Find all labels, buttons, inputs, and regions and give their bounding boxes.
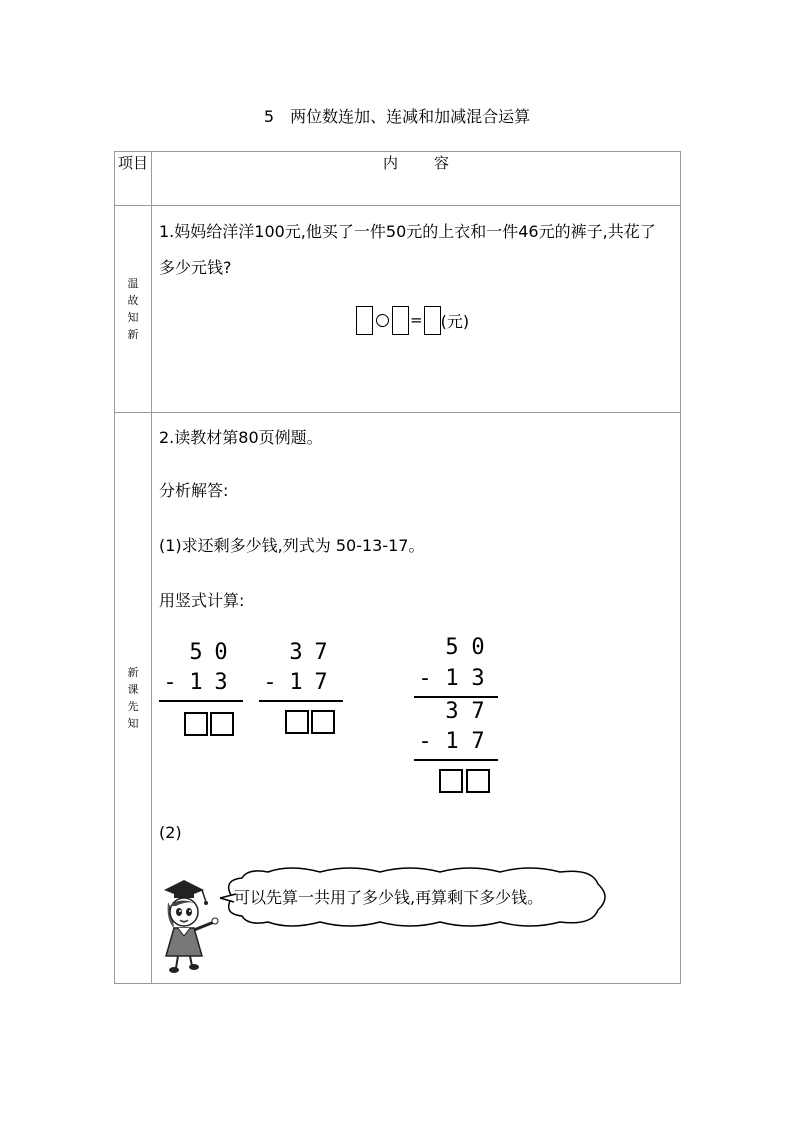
new-lesson-content: 2.读教材第80页例题。 分析解答: (1)求还剩多少钱,列式为 50-13-17。 用竖式计算: 5 0 - 1 3 3 7 - 1 7 5 0 - 1 3 3 7 - 1 7 (2) 可以先算一共用了多少钱,再算剩下多少钱。 — [152, 413, 681, 984]
unit-label: (元) — [440, 311, 470, 331]
answer-box[interactable] — [210, 712, 234, 736]
worksheet-table — [114, 151, 681, 984]
cartoon-student-icon — [158, 876, 228, 976]
review-label: 温 故 知 新 — [115, 206, 152, 413]
analysis-label: 分析解答: — [159, 481, 229, 500]
col-head-content — [152, 152, 681, 206]
answer-box[interactable] — [285, 710, 309, 734]
calc-rule — [259, 700, 343, 702]
answer-box[interactable] — [356, 306, 373, 335]
answer-box[interactable] — [466, 769, 490, 793]
col-head-item: 项目 — [115, 152, 152, 206]
worksheet-title — [0, 104, 794, 127]
answer-box[interactable] — [311, 710, 335, 734]
calc-rule — [159, 700, 243, 702]
part-2-text: (2) — [159, 823, 182, 842]
title-text: 两位数连加、连减和加减混合运算 — [290, 107, 531, 126]
equals-sign: = — [410, 311, 423, 329]
answer-box[interactable] — [439, 769, 463, 793]
content-head-char-1: 内 — [382, 154, 398, 172]
operator-circle[interactable] — [376, 314, 389, 327]
review-content — [152, 206, 681, 413]
answer-box[interactable] — [184, 712, 208, 736]
answer-box[interactable] — [392, 306, 409, 335]
part-1-text: (1)求还剩多少钱,列式为 50-13-17。 — [159, 536, 425, 555]
speech-bubble — [220, 866, 612, 928]
content-head-char-2: 容 — [434, 154, 450, 172]
equation-template — [356, 303, 469, 337]
calc-rule — [414, 696, 498, 698]
question-1-text: 1.妈妈给洋洋100元,他买了一件50元的上衣和一件46元的裤子,共花了多少元钱? — [159, 222, 656, 277]
title-number: 5 — [263, 107, 275, 126]
vertical-calc-label: 用竖式计算: — [159, 591, 245, 610]
calc-rule — [414, 759, 498, 761]
speech-text: 可以先算一共用了多少钱,再算剩下多少钱。 — [234, 888, 544, 907]
new-lesson-label: 新 课 先 知 — [115, 413, 152, 984]
question-2-text: 2.读教材第80页例题。 — [159, 428, 323, 447]
answer-box[interactable] — [424, 306, 441, 335]
table-header-row — [115, 152, 681, 206]
review-row — [115, 206, 681, 413]
new-lesson-row — [115, 413, 681, 984]
